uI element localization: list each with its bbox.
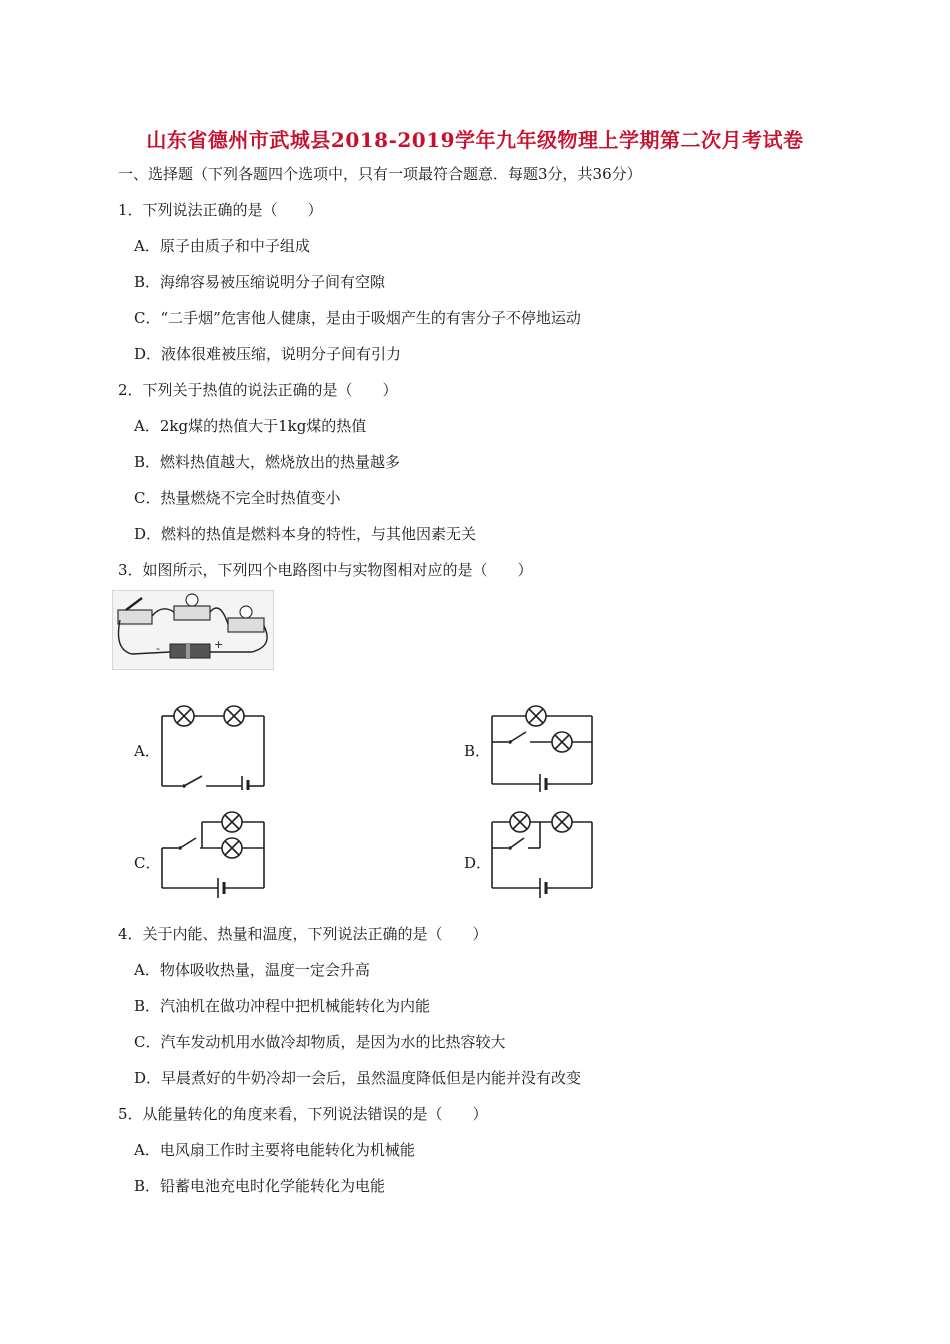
lamp-symbol-2 bbox=[222, 838, 242, 858]
circuit-diagram-a bbox=[158, 698, 268, 790]
question-4-stem: 4．关于内能、热量和温度，下列说法正确的是（ ） bbox=[118, 925, 488, 943]
q5-option-b: B．铅蓄电池充电时化学能转化为电能 bbox=[134, 1177, 386, 1195]
battery-symbol bbox=[540, 774, 546, 792]
q1-option-b: B．海绵容易被压缩说明分子间有空隙 bbox=[134, 273, 386, 291]
question-3-stem: 3．如图所示，下列四个电路图中与实物图相对应的是（ ） bbox=[118, 561, 533, 579]
circuit-photo bbox=[112, 590, 274, 670]
question-1-stem: 1．下列说法正确的是（ ） bbox=[118, 201, 323, 219]
circuit-diagram-b bbox=[488, 702, 598, 792]
battery-symbol bbox=[218, 878, 224, 898]
lamp-symbol-2 bbox=[224, 706, 244, 726]
battery-symbol bbox=[242, 776, 248, 790]
q5-option-a: A．电风扇工作时主要将电能转化为机械能 bbox=[134, 1141, 415, 1159]
circuit-diagram-d bbox=[488, 808, 598, 898]
option-c-label: C． bbox=[134, 854, 161, 872]
minus-sign: - bbox=[156, 642, 160, 655]
q2-option-b: B．燃料热值越大，燃烧放出的热量越多 bbox=[134, 453, 401, 471]
switch-symbol bbox=[508, 732, 526, 744]
lamp-symbol-1 bbox=[174, 706, 194, 726]
question-5-stem: 5．从能量转化的角度来看，下列说法错误的是（ ） bbox=[118, 1105, 488, 1123]
lamp-symbol-1 bbox=[526, 706, 546, 726]
q4-option-d: D．早晨煮好的牛奶冷却一会后，虽然温度降低但是内能并没有改变 bbox=[134, 1069, 582, 1087]
q1-option-d: D．液体很难被压缩，说明分子间有引力 bbox=[134, 345, 402, 363]
lamp-symbol-1 bbox=[510, 812, 530, 832]
battery-component bbox=[170, 644, 210, 658]
q1-option-a: A．原子由质子和中子组成 bbox=[134, 237, 310, 255]
q1-option-c: C．“二手烟”危害他人健康，是由于吸烟产生的有害分子不停地运动 bbox=[134, 309, 581, 327]
section-heading: 一、选择题（下列各题四个选项中，只有一项最符合题意．每题3分，共36分） bbox=[118, 165, 642, 183]
plus-sign: + bbox=[214, 638, 224, 651]
q4-option-a: A．物体吸收热量，温度一定会升高 bbox=[134, 961, 370, 979]
switch-symbol bbox=[178, 838, 196, 850]
option-a-label: A． bbox=[134, 742, 160, 760]
option-d-label: D． bbox=[464, 854, 492, 872]
page-title: 山东省德州市武城县2018-2019学年九年级物理上学期第二次月考试卷 bbox=[146, 128, 804, 152]
switch-symbol bbox=[508, 838, 524, 850]
question-2-stem: 2．下列关于热值的说法正确的是（ ） bbox=[118, 381, 398, 399]
switch-symbol bbox=[182, 776, 202, 788]
battery-symbol bbox=[540, 878, 546, 898]
q2-option-c: C．热量燃烧不完全时热值变小 bbox=[134, 489, 341, 507]
option-b-label: B． bbox=[464, 742, 491, 760]
circuit-diagram-c bbox=[158, 808, 268, 898]
lamp-symbol-2 bbox=[552, 732, 572, 752]
q4-option-c: C．汽车发动机用水做冷却物质，是因为水的比热容较大 bbox=[134, 1033, 506, 1051]
lamp-symbol-2 bbox=[552, 812, 572, 832]
q2-option-d: D．燃料的热值是燃料本身的特性，与其他因素无关 bbox=[134, 525, 477, 543]
lamp-symbol-1 bbox=[222, 812, 242, 832]
q2-option-a: A．2kg煤的热值大于1kg煤的热值 bbox=[134, 417, 367, 435]
q4-option-b: B．汽油机在做功冲程中把机械能转化为内能 bbox=[134, 997, 431, 1015]
